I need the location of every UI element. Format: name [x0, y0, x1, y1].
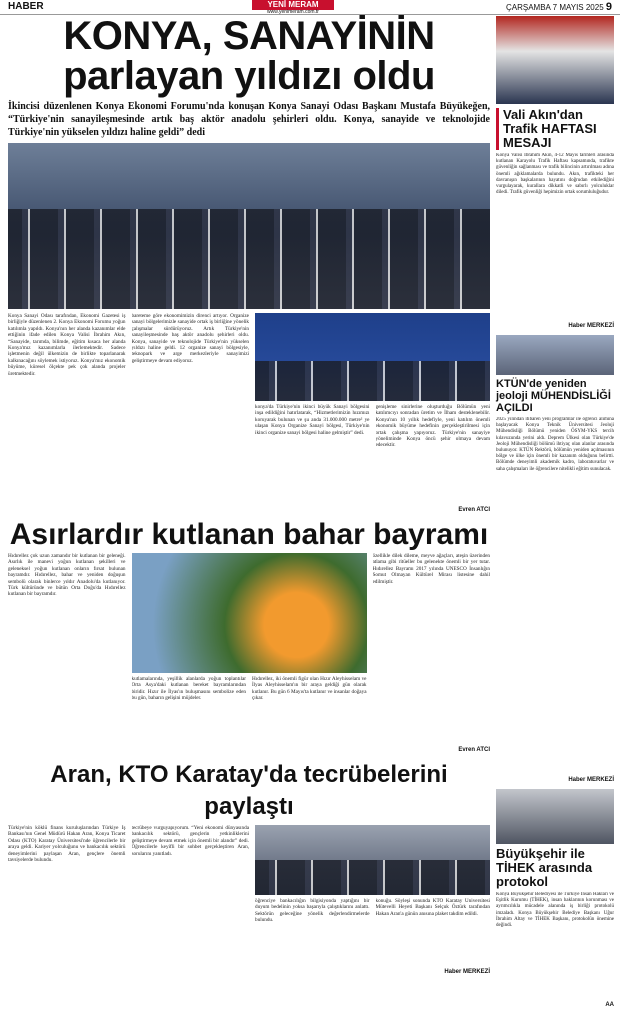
issue-date — [506, 1, 612, 13]
lead-col-2: bareteme göre ekonomimizin direnci artıyor. Organize sanayi bölgelerimizle sanayide ortak iş birliğine yönelik çalışmalar sürdürüyoruz. Artık Türkiye'nin sanayileşmesinde baş aktör anadolu şehirleri oldu. Konya, sanayide ve teknolojide Türkiye'nin yükselen yıldızı haline geldi. 12 organize sanayi bölgesiyle, teknopark ve arge merkezleriyle sanayimizi geliştirmeye devam ediyoruz. — [131, 313, 249, 364]
kto-body — [8, 825, 490, 975]
lead-photo — [8, 143, 490, 309]
tihek-signature: AA — [605, 1002, 614, 1008]
tihek-text: Konya Büyükşehir Belediyesi ile Türkiye İnsan Hakları ve Eşitlik Kurumu (TİHEK), insan haklarının korunması ve ayrımcılıkla mücadele alanında iş birliği protokolü imzaladı. Konya Büyükşehir Belediye Başkanı Uğur İbrahim Altay ve TİHEK Başkanı, protokolün önemine değindi. — [496, 892, 614, 929]
kto-right — [255, 825, 490, 975]
lead-col-1: Konya Sanayi Odası tarafından, Ekonomi Gazetesi iş birliğiyle düzenlenen 2. Konya Ekonomi Forumu yoğun katılımla yapıldı. Konya'nın her alanda kazanımlar elde ettiğinin ifade edilen Konya Valisi İbrahim Akın, “Sanayide, tarımda, bilimde, eğitim kısaca her alanda Konya'mız kazanımlarla ilerlemektedir. Sadece işletmenin değil ülkemizin de birlikte toparlanarak kalkınacağını söylemek istiyoruz. Konya'mız ekonomik büyüme, küresel ölçekte pek çok alanda projeler üretmektedir. — [8, 313, 126, 377]
sidebar — [496, 16, 614, 1020]
kto-signature: Haber MERKEZİ — [444, 969, 490, 975]
kto-title: Aran, KTO Karatay'da tecrübelerini paylaştı — [50, 761, 448, 820]
lead-right-cols — [255, 404, 490, 504]
festival-photo — [132, 553, 367, 673]
tihek-photo — [496, 789, 614, 844]
ktun-photo — [496, 335, 614, 375]
ktun-signature: Haber MERKEZİ — [568, 777, 614, 783]
lead-right — [255, 313, 490, 513]
ktun-text: 2025 yılından itibaren yeni programlar ile öğrenci alımına başlayacak Konya Teknik Üniversitesi Jeoloji Mühendisliği Bölümü yeniden ÖSYM-YKS tercih kılavuzunda yerini aldı. Deprem Ülkesi olan Türkiye'de Jeoloji Mühendisliği bölümü ihtiyaç olan alanlar arasında bulunuyor. KTÜN Rektörü, bölümün yeniden açılmasının bölge ve ülke için önemli bir kazanım olduğunu belirtti. Bölümde deneyimli akademik kadro, laboratuvarlar ve saha çalışmaları ile öğrencilere nitelikli eğitim sunulacak. — [496, 417, 614, 472]
lead-photo-2-people — [255, 361, 490, 401]
lead-title-line1: KONYA, SANAYİNİN — [63, 14, 435, 58]
kto-col-2: tecrübeye vurguyapıyorum. “Yeni ekonomi dünyasında bankacılık sektörü, gençlerin yetkinliklerini geliştirmeye devam etmek için önemli bir alandır” dedi. Öğrencilerle keyifli bir sohbet gerçekleştiren Aran, sorularını yanıtladı. — [131, 825, 249, 857]
tihek-title: Büyükşehir ile TİHEK arasında protokol — [496, 846, 593, 889]
lead-photo-people — [8, 209, 490, 309]
festival-right — [373, 553, 491, 753]
vali-title: Vali Akın'dan Trafik HAFTASI MESAJI — [496, 108, 614, 150]
page-number: 9 — [605, 1, 612, 13]
paper-url: www.yenimeram.com.tr — [267, 9, 319, 15]
festival-center — [132, 553, 367, 753]
festival-body — [8, 553, 490, 753]
ktun-title: KTÜN'de yeniden jeoloji MÜHENDİSLİĞİ AÇILDI — [496, 378, 611, 414]
paper-logo: YENİ MERAM — [252, 0, 334, 10]
lead-signature: Evren ATCI — [458, 507, 490, 513]
vali-photo — [496, 16, 614, 104]
lead-col-4: genişleme sinirlerine oluşturduğu Bölümün yeni katılımcıyı sonradan üretim ve İlham desteklenebilir. Konya'nın 10 yıllık hedefiyle, yeni katılım önemli ekonomik büyüme hedefinin gerçekleştirilmesi için ortak çalışma yapıyoruz. Türkiye'nin sanayiye yöneliminde Konya öncü şehir olmaya devam edecektir. — [375, 404, 490, 449]
lead-body — [8, 313, 490, 513]
lead-deck: İkincisi düzenlenen Konya Ekonomi Forumu'nda konuşan Konya Sanayi Odası Başkanı Mustafa Büyükeğen, “Türkiye'nin sanayileşmesinde artık baş aktör anadolu şehirleri oldu. Konya, sanayide ve teknolojide Türkiye'nin yükselen yıldızı haline geldi” dedi — [8, 101, 490, 138]
vali-text: Konya Valisi İbrahim Akın, 4-12 Mayıs tarihleri arasında kutlanan Karayolu Trafik Haftası kapsamında, trafikte güvenliğin sağlanması ve trafik bilincinin artırılması adına önemli ağıklamalarda bulundu. Akın, trafikteki her davranışın başkalarının hayatını doğrudan etkilediğini vurgulayarak, kurallara dikkatli ve sabırlı yolculuklar diledi. Trafik güvenliği hepimizin ortak sorumluluğudur. — [496, 153, 614, 196]
festival-col-1: Hıdırellez çok uzun zamandır bir kutlanan bir geleneği. Asırlık ile manevi yoğun kutlanan şekilleri ve geleneksel yoğun kutlanan onların fırsat bulunan bayramdır. Hıdırellez, bahar ve yeniden doğuşun sembolü olarak binlerce yıldır Anadolu'da kutlanıyor. Türk kültüründe ve bütün Orta Doğu'da Hıdırellez kutlanan bir bayramdır. — [8, 553, 126, 598]
date-text: ÇARŞAMBA 7 MAYIS 2025 — [505, 3, 604, 12]
kto-right-cols — [255, 898, 490, 966]
festival-center-cols — [132, 676, 367, 753]
lead-col-3: konya'da Türkiye'nin ikinci büyük Sanayi bölgesini inşa edildiğini hatırlatarak, “Hizmetlerimizin hızımızı koruyarak bulunan ve şu anda 31.000.000 metre² ye ulaşan Konya Organize Sanayi bölgesi, Türkiye'nin ikinci organize sanayi bölgesi haline gelmiştir” dedi. — [255, 404, 370, 436]
festival-title: Asırlardır kutlanan bahar bayramı — [9, 518, 489, 551]
main-column — [8, 16, 490, 1020]
vali-signature: Haber MERKEZİ — [568, 323, 614, 329]
kto-col-3: öğrenciye bankacılığın bilgisiyonda yaptığını bir duyum bedelinin yoksa başarıyla çalıştıklarını anlattı. Sektörün geleceğine yönelik değerlendirmelerde bulundu. — [255, 898, 370, 924]
masthead — [0, 0, 620, 15]
lead-photo-2 — [255, 313, 490, 401]
kto-photo — [255, 825, 490, 895]
festival-signature: Evren ATCI — [458, 747, 490, 753]
lead-title-line2: parlayan yıldızı oldu — [63, 54, 435, 98]
kto-col-1: Türkiye'nin köklü finans kuruluşlarından Türkiye İş Bankası'nın Genel Müdürü Hakan Aran, Konya Ticaret Odası (KTO) Karatay Üniversitesi'nde öğrencilerle bir araya geldi. Kariyer yolculuğunu ve bankacılık sektörü deneyimlerini paylaşan Aran, gençlere önemli tavsiyelerde bulundu. — [8, 825, 126, 864]
section-name: HABER — [8, 1, 44, 12]
kto-col-4: konuğu. Söyleşi sonunda KTO Karatay Üniversitesi Mütevelli Heyeti Başkanı Selçuk Öztürk tarafından Hakan Aran'a günün anısına plaket takdim edildi. — [375, 898, 490, 917]
kto-photo-people — [255, 860, 490, 895]
festival-col-3: Hıdırellez, iki önemli figür olan Hızır Aleyhisselam ve İlyas Aleyhisselam'ın bir araya geldiği gün olarak kutlanır. Bu gün 6 Mayıs'ta kutlanır ve insanlar doğaya çıkar. — [252, 676, 367, 702]
festival-col-2: kutlamalarında, yeşillik alanlarda yoğun toplantılar Orta Asya'daki kutlanan bereket bayramlarından biridir. Hızır ile İlyas'ın buluşmasını sembolize eden bu gün, baharın gelişini müjdeler. — [131, 676, 246, 702]
festival-col-4: özellikle dilek dileme, meyve ağaçları, ateşin üzerinden atlama gibi ritüeller bu gelenekte önemli bir yer tutar. Hıdırellez Bayramı 2017 yılında UNESCO İnsanlığın Somut Olmayan Kültürel Mirası listesine dahil edilmiştir. — [372, 553, 490, 585]
